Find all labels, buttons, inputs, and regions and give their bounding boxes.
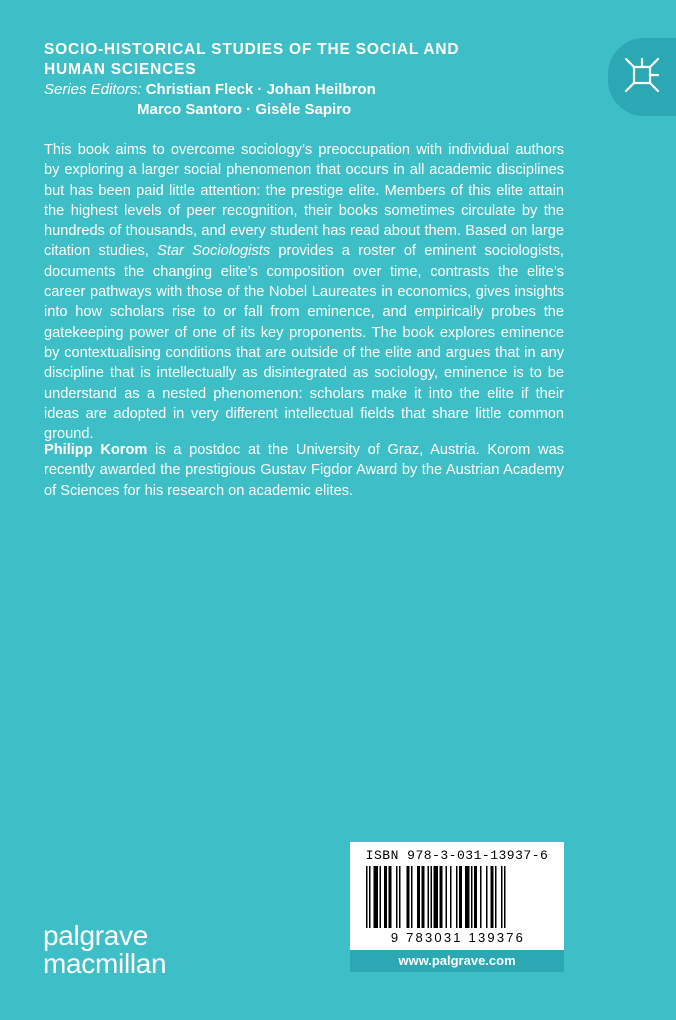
barcode-bars (364, 866, 550, 930)
springer-link-icon (620, 53, 664, 97)
series-editors-line1: Christian Fleck · Johan Heilbron (145, 81, 376, 98)
barcode-bar (428, 866, 430, 928)
description-part1: This book aims to overcome sociology’s preoccupation with individual authors by exploring a larger social phenomenon that occurs in all academic disciplines but has been paid little attention: the prestige elite. Members of this elite attain the highest levels of peer recognition, their books sometimes circulate by the hundreds of thousands, and every student has read about them. Based on large citation studies, (44, 142, 564, 260)
barcode-bar (501, 866, 503, 928)
barcode-bar (486, 866, 488, 928)
series-editors-line2: Marco Santoro · Gisèle Sapiro (137, 101, 352, 118)
barcode-bar (366, 866, 368, 928)
publisher-logo-line1: palgrave (43, 920, 149, 951)
barcode-bar (456, 866, 458, 928)
barcode-bar (422, 866, 425, 928)
barcode-bar (471, 866, 473, 928)
barcode-bar (384, 866, 387, 928)
author-bio (44, 440, 564, 501)
barcode-bar (474, 866, 477, 928)
barcode-bar (389, 866, 392, 928)
barcode-bar (504, 866, 506, 928)
ean-digits: 9 783031 139376 (390, 930, 526, 945)
author-bio-text: is a postdoc at the University of Graz, Austria. Korom was recently awarded the prestigious Gustav Figdor Award by the Austrian Academy of Sciences for his research on academic elites. (44, 442, 564, 499)
barcode-bar (399, 866, 401, 928)
barcode-bar (459, 866, 462, 928)
barcode-bar (431, 866, 433, 928)
barcode-box (350, 842, 564, 950)
publisher-logo-line2: macmillan (43, 948, 167, 979)
series-editors (44, 80, 464, 120)
barcode-bar (450, 866, 452, 928)
author-name: Philipp Korom (44, 442, 148, 458)
barcode-bar (465, 866, 470, 928)
barcode-bar (380, 866, 382, 928)
isbn-text: ISBN 978-3-031-13937-6 (365, 848, 549, 863)
publisher-logo (43, 922, 203, 978)
book-title: Star Sociologists (157, 243, 271, 260)
publisher-website[interactable]: www.palgrave.com (350, 950, 564, 972)
description-part2: provides a roster of eminent sociologists, documents the changing elite’s composition over time, contrasts the elite’s career pathways with those of the Nobel Laureates in economics, gives insights into how scholars rise to or fall from eminence, and empirically probes the gatekeeping power of one of its key proponents. The book explores eminence by contextualising conditions that are outside of the elite and argues that in any discipline that is intellectually as disintegrated as sociology, eminence is to be understand as a nested phenomenon: scholars make it into the elite if their ideas are adopted in very different intellectual fields that share little common ground. (44, 243, 564, 443)
series-editors-label: Series Editors: (44, 81, 142, 98)
springer-badge (608, 38, 676, 116)
barcode-bar (396, 866, 398, 928)
barcode-bar (446, 866, 448, 928)
barcode-bar (434, 866, 439, 928)
barcode-bar (369, 866, 371, 928)
barcode-bar (480, 866, 482, 928)
barcode-bar (407, 866, 410, 928)
series-title: SOCIO-HISTORICAL STUDIES OF THE SOCIAL AND HUMAN SCIENCES (44, 41, 460, 78)
barcode-bar (374, 866, 379, 928)
barcode-bar (440, 866, 443, 928)
barcode-bar (411, 866, 413, 928)
barcode-bar (495, 866, 497, 928)
barcode-bar (417, 866, 420, 928)
book-description (44, 140, 564, 444)
barcode-bar (491, 866, 494, 928)
